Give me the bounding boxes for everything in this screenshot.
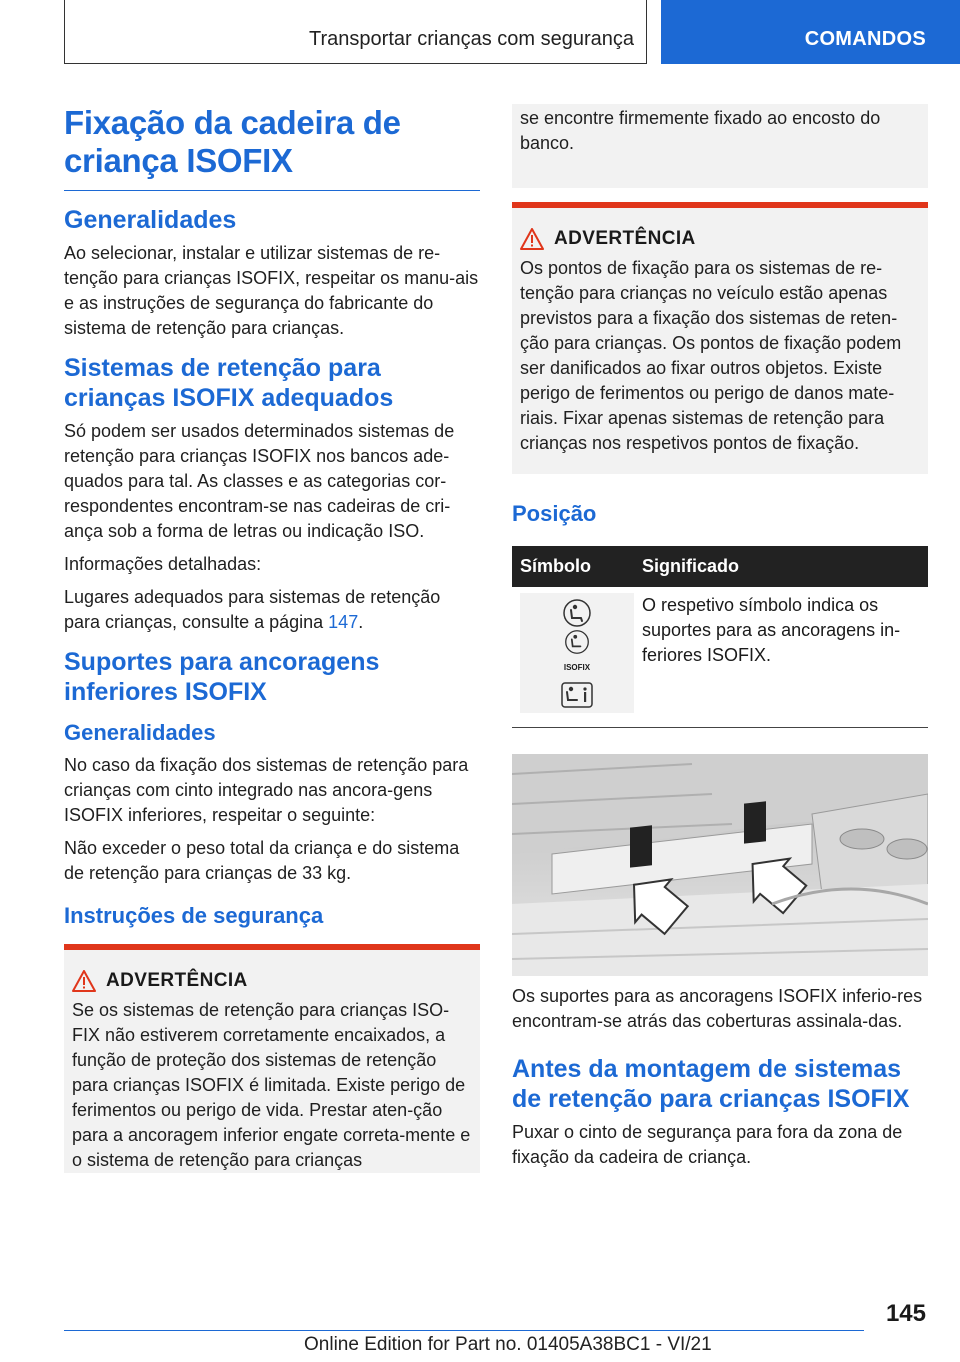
warning-box-1 bbox=[64, 944, 480, 1173]
warning-box-2 bbox=[512, 202, 928, 474]
isofix-anchor-photo bbox=[512, 754, 928, 976]
isofix-label: ISOFIX bbox=[563, 663, 591, 673]
warning-text-1-continued: se encontre firmemente fixado ao encosto do banco. bbox=[520, 108, 881, 153]
heading-sistemas-adequados: Sistemas de retenção para crianças ISOFIX adequados bbox=[64, 354, 394, 412]
table-bottom-rule bbox=[512, 727, 928, 728]
tab-comandos[interactable] bbox=[661, 0, 960, 64]
isofix-symbols bbox=[520, 593, 634, 713]
paragraph-info: Informações detalhadas: bbox=[64, 554, 262, 574]
page-title: Fixação da cadeira de criança ISOFIX bbox=[64, 104, 401, 179]
photo-caption: Os suportes para as ancoragens ISOFIX inferio-res encontram-se atrás das coberturas assinala-das. bbox=[512, 986, 923, 1031]
table-header-row bbox=[512, 546, 928, 587]
tab-comandos-label: COMANDOS bbox=[804, 28, 926, 50]
subheading-generalidades: Generalidades bbox=[64, 720, 216, 745]
heading-suportes: Suportes para ancoragens inferiores ISOFIX bbox=[64, 648, 380, 706]
footer-edition: Online Edition for Part no. 01405A38BC1 - VI/21 bbox=[304, 1334, 712, 1355]
reference-end: . bbox=[358, 612, 364, 632]
isofix-seat-icon bbox=[564, 629, 590, 655]
paragraph-reference bbox=[64, 585, 480, 635]
table-cell-meaning: O respetivo símbolo indica os suportes para as ancoragens in-feriores ISOFIX. bbox=[642, 595, 901, 665]
heading-antes-montagem: Antes da montagem de sistemas de retenção para crianças ISOFIX bbox=[512, 1055, 910, 1113]
table-header-meaning: Significado bbox=[634, 546, 928, 587]
header-section-title: Transportar crianças com segurança bbox=[309, 28, 634, 50]
left-column bbox=[64, 100, 480, 1173]
warning-text-1: Se os sistemas de retenção para crianças ISO-FIX não estiverem corretamente encaixados, a função de proteção dos sistemas de retenção para crianças ISOFIX é limitada. Existe perigo de ferimentos ou perigo de vida. Prestar aten-ção para a ancoragem inferior engate correta-mente e o sistema de retenção para crianças bbox=[72, 1000, 471, 1170]
warning-box-1-continued bbox=[512, 104, 928, 188]
subheading-instrucoes: Instruções de segurança bbox=[64, 903, 324, 928]
reference-text: Lugares adequados para sistemas de retenção para crianças, consulte a página bbox=[64, 587, 441, 632]
isofix-child-seat-symbol bbox=[564, 629, 590, 680]
page-link-147[interactable]: 147 bbox=[328, 612, 359, 632]
heading-posicao: Posição bbox=[512, 501, 597, 526]
symbol-table bbox=[512, 546, 928, 713]
paragraph-generalidades: Ao selecionar, instalar e utilizar sistemas de re-tenção para crianças ISOFIX, respeitar os manu-ais e as instruções de segurança do fabricante do sistema de retenção para crianças. bbox=[64, 243, 479, 338]
warning-triangle-icon bbox=[72, 970, 96, 992]
paragraph-suportes-2: Não exceder o peso total da criança e do sistema de retenção para crianças de 33 kg. bbox=[64, 838, 460, 883]
warning-title-2 bbox=[520, 228, 920, 250]
right-column bbox=[512, 104, 928, 1178]
table-cell-symbol bbox=[512, 587, 634, 713]
paragraph-sistemas-adequados: Só podem ser usados determinados sistemas de retenção para crianças ISOFIX nos bancos ade-quados para tal. As classes e as categorias cor-respondentes encontram-se nas cadeiras de cri-ança sob a forma de letras ou indicação ISO. bbox=[64, 421, 455, 541]
page-title-block bbox=[64, 104, 480, 191]
warning-triangle-icon bbox=[520, 228, 544, 250]
footer-rule bbox=[64, 1330, 864, 1331]
table-header-symbol: Símbolo bbox=[512, 546, 634, 587]
paragraph-suportes-1: No caso da fixação dos sistemas de retenção para crianças com cinto integrado nas ancora-gens ISOFIX inferiores, respeitar o seguinte: bbox=[64, 755, 469, 825]
table-row bbox=[512, 587, 928, 713]
warning-text-2: Os pontos de fixação para os sistemas de re-tenção para crianças no veículo estão apenas previstos para a fixação dos sistemas de reten-ção para crianças. Os pontos de fixação podem ser danificados ao fixar outros objetos. Existe perigo de ferimentos ou perigo de danos mate-riais. Fixar apenas sistemas de retenção para crianças nos respetivos pontos de fixação. bbox=[520, 258, 902, 453]
warning-title-1 bbox=[72, 970, 472, 992]
child-seat-icon bbox=[562, 598, 592, 628]
warning-title-1-label: ADVERTÊNCIA bbox=[106, 970, 248, 991]
page-number: 145 bbox=[885, 1300, 926, 1327]
warning-title-2-label: ADVERTÊNCIA bbox=[554, 228, 696, 249]
paragraph-antes-montagem: Puxar o cinto de segurança para fora da zona de fixação da cadeira de criança. bbox=[512, 1122, 903, 1167]
seat-info-icon bbox=[561, 682, 593, 708]
heading-generalidades: Generalidades bbox=[64, 206, 237, 234]
header-section-box bbox=[64, 0, 647, 64]
